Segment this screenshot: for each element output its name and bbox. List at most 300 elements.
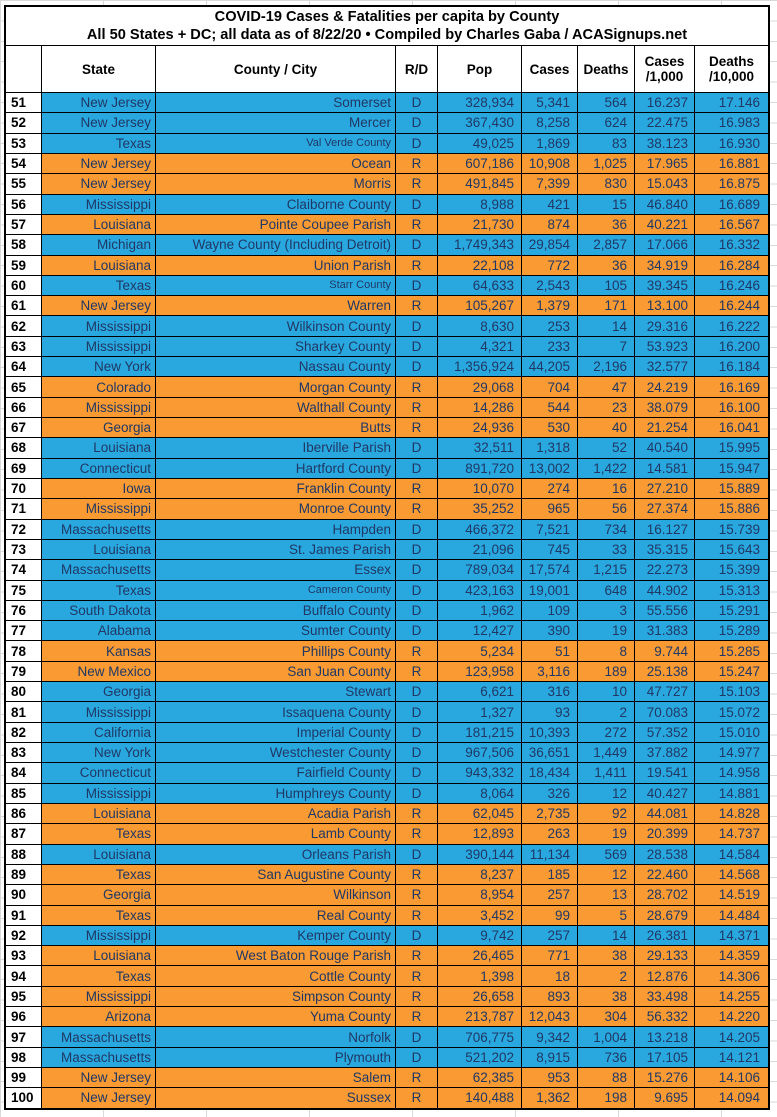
deaths-cell: 1,215 [578,560,635,579]
county-cell: Starr County [156,276,396,295]
party-cell: D [396,560,438,579]
cases-per-1000-cell: 55.556 [635,601,695,620]
rank-cell: 94 [6,966,42,985]
rank-cell: 65 [6,377,42,396]
state-cell: Texas [42,134,156,153]
deaths-cell: 1,422 [578,459,635,478]
cases-cell: 8,258 [522,113,578,132]
deaths-cell: 36 [578,215,635,234]
page-title: COVID-19 Cases & Fatalities per capita by County [214,9,560,25]
pop-cell: 6,621 [438,682,522,701]
deaths-cell: 569 [578,845,635,864]
party-cell: D [396,113,438,132]
county-cell: Real County [156,906,396,925]
state-cell: Georgia [42,885,156,904]
pop-cell: 24,936 [438,418,522,437]
cases-per-1000-cell: 15.276 [635,1068,695,1087]
table-row [6,601,768,621]
cases-per-1000-cell: 25.138 [635,662,695,681]
rank-cell: 73 [6,540,42,559]
cases-cell: 7,521 [522,520,578,539]
table-row [6,784,768,804]
pop-cell: 32,511 [438,438,522,457]
cases-per-1000-cell: 17.105 [635,1048,695,1067]
county-cell: Simpson County [156,987,396,1006]
header-rank [6,46,42,92]
cases-per-1000-cell: 53.923 [635,337,695,356]
pop-cell: 1,327 [438,702,522,721]
cases-cell: 18 [522,966,578,985]
county-cell: Nassau County [156,357,396,376]
state-cell: Connecticut [42,459,156,478]
party-cell: R [396,1088,438,1107]
cases-cell: 893 [522,987,578,1006]
table-row [6,560,768,580]
state-cell: Mississippi [42,702,156,721]
rank-cell: 74 [6,560,42,579]
county-cell: San Juan County [156,662,396,681]
county-cell: Union Parish [156,256,396,275]
rank-cell: 89 [6,865,42,884]
rank-cell: 92 [6,926,42,945]
cases-per-1000-cell: 26.381 [635,926,695,945]
cases-cell: 99 [522,906,578,925]
deaths-per-10000-cell: 14.881 [695,784,768,803]
county-cell: Val Verde County [156,134,396,153]
cases-cell: 772 [522,256,578,275]
county-cell: Walthall County [156,398,396,417]
party-cell: R [396,966,438,985]
state-cell: Mississippi [42,316,156,335]
cases-cell: 1,379 [522,296,578,315]
party-cell: D [396,682,438,701]
cases-per-1000-cell: 28.538 [635,845,695,864]
state-cell: Massachusetts [42,520,156,539]
header-pop: Pop [438,46,522,92]
deaths-per-10000-cell: 14.371 [695,926,768,945]
rank-cell: 66 [6,398,42,417]
party-cell: D [396,459,438,478]
rank-cell: 69 [6,459,42,478]
cases-per-1000-cell: 22.460 [635,865,695,884]
cases-cell: 5,341 [522,93,578,112]
cases-per-1000-cell: 27.374 [635,499,695,518]
deaths-per-10000-cell: 15.995 [695,438,768,457]
pop-cell: 607,186 [438,154,522,173]
pop-cell: 10,070 [438,479,522,498]
cases-cell: 263 [522,824,578,843]
table-row [6,438,768,458]
cases-per-1000-cell: 38.079 [635,398,695,417]
deaths-per-10000-cell: 16.875 [695,174,768,193]
cases-cell: 13,002 [522,459,578,478]
state-cell: Colorado [42,377,156,396]
cases-cell: 3,116 [522,662,578,681]
rank-cell: 56 [6,195,42,214]
table-body [6,93,768,1108]
rank-cell: 53 [6,134,42,153]
deaths-per-10000-cell: 16.100 [695,398,768,417]
county-cell: Cottle County [156,966,396,985]
table-row [6,276,768,296]
pop-cell: 5,234 [438,641,522,660]
county-cell: Plymouth [156,1048,396,1067]
cases-cell: 17,574 [522,560,578,579]
county-cell: Franklin County [156,479,396,498]
county-cell: Mercer [156,113,396,132]
deaths-per-10000-cell: 14.094 [695,1088,768,1107]
rank-cell: 81 [6,702,42,721]
deaths-cell: 5 [578,906,635,925]
rank-cell: 86 [6,804,42,823]
header-county-city: County / City [156,46,396,92]
cases-per-1000-cell: 33.498 [635,987,695,1006]
deaths-per-10000-cell: 16.689 [695,195,768,214]
pop-cell: 21,096 [438,540,522,559]
table-row [6,845,768,865]
table-row [6,1088,768,1107]
state-cell: New Jersey [42,93,156,112]
pop-cell: 3,452 [438,906,522,925]
table-row [6,804,768,824]
covid-county-table [4,5,770,1110]
deaths-per-10000-cell: 15.289 [695,621,768,640]
deaths-cell: 7 [578,337,635,356]
rank-cell: 59 [6,256,42,275]
header-cases-per-1000-line1: Cases [644,54,685,69]
rank-cell: 70 [6,479,42,498]
deaths-cell: 40 [578,418,635,437]
pop-cell: 22,108 [438,256,522,275]
cases-cell: 18,434 [522,763,578,782]
party-cell: D [396,926,438,945]
pop-cell: 8,954 [438,885,522,904]
table-row [6,174,768,194]
pop-cell: 12,427 [438,621,522,640]
rank-cell: 87 [6,824,42,843]
header-deaths-per-10000 [695,46,768,92]
party-cell: D [396,723,438,742]
deaths-per-10000-cell: 15.247 [695,662,768,681]
county-cell: Morgan County [156,377,396,396]
table-row [6,357,768,377]
party-cell: D [396,134,438,153]
deaths-cell: 52 [578,438,635,457]
deaths-cell: 38 [578,946,635,965]
cases-per-1000-cell: 29.316 [635,316,695,335]
cases-cell: 51 [522,641,578,660]
deaths-per-10000-cell: 16.184 [695,357,768,376]
deaths-cell: 198 [578,1088,635,1107]
party-cell: D [396,337,438,356]
deaths-per-10000-cell: 16.983 [695,113,768,132]
table-row [6,926,768,946]
deaths-per-10000-cell: 14.121 [695,1048,768,1067]
cases-cell: 257 [522,926,578,945]
table-row [6,195,768,215]
deaths-per-10000-cell: 16.930 [695,134,768,153]
party-cell: D [396,743,438,762]
cases-per-1000-cell: 56.332 [635,1007,695,1026]
county-cell: Sharkey County [156,337,396,356]
table-row [6,296,768,316]
deaths-per-10000-cell: 16.244 [695,296,768,315]
party-cell: D [396,1048,438,1067]
deaths-cell: 23 [578,398,635,417]
county-cell: Norfolk [156,1027,396,1046]
rank-cell: 79 [6,662,42,681]
party-cell: R [396,662,438,681]
table-row [6,459,768,479]
cases-per-1000-cell: 40.221 [635,215,695,234]
table-row [6,581,768,601]
deaths-per-10000-cell: 14.205 [695,1027,768,1046]
cases-cell: 274 [522,479,578,498]
state-cell: Massachusetts [42,1027,156,1046]
deaths-cell: 189 [578,662,635,681]
state-cell: South Dakota [42,601,156,620]
column-header-row [6,46,768,93]
cases-per-1000-cell: 21.254 [635,418,695,437]
cases-cell: 530 [522,418,578,437]
pop-cell: 789,034 [438,560,522,579]
county-cell: Hartford County [156,459,396,478]
pop-cell: 62,045 [438,804,522,823]
state-cell: New Jersey [42,174,156,193]
county-cell: Iberville Parish [156,438,396,457]
pop-cell: 1,398 [438,966,522,985]
state-cell: Georgia [42,682,156,701]
state-cell: Mississippi [42,398,156,417]
rank-cell: 97 [6,1027,42,1046]
table-row [6,377,768,397]
pop-cell: 967,506 [438,743,522,762]
deaths-per-10000-cell: 14.828 [695,804,768,823]
rank-cell: 71 [6,499,42,518]
deaths-cell: 1,411 [578,763,635,782]
party-cell: D [396,438,438,457]
pop-cell: 26,658 [438,987,522,1006]
deaths-cell: 13 [578,885,635,904]
party-cell: R [396,418,438,437]
cases-cell: 326 [522,784,578,803]
deaths-cell: 33 [578,540,635,559]
deaths-per-10000-cell: 14.359 [695,946,768,965]
party-cell: D [396,520,438,539]
table-row [6,702,768,722]
cases-per-1000-cell: 35.315 [635,540,695,559]
cases-per-1000-cell: 29.133 [635,946,695,965]
deaths-per-10000-cell: 14.977 [695,743,768,762]
party-cell: D [396,316,438,335]
pop-cell: 21,730 [438,215,522,234]
party-cell: R [396,256,438,275]
state-cell: Louisiana [42,438,156,457]
cases-cell: 44,205 [522,357,578,376]
pop-cell: 390,144 [438,845,522,864]
state-cell: New York [42,743,156,762]
cases-cell: 965 [522,499,578,518]
pop-cell: 181,215 [438,723,522,742]
table-row [6,1027,768,1047]
deaths-per-10000-cell: 14.519 [695,885,768,904]
deaths-cell: 105 [578,276,635,295]
state-cell: New Jersey [42,154,156,173]
state-cell: Iowa [42,479,156,498]
deaths-per-10000-cell: 16.041 [695,418,768,437]
table-row [6,540,768,560]
county-cell: Issaquena County [156,702,396,721]
rank-cell: 82 [6,723,42,742]
pop-cell: 29,068 [438,377,522,396]
table-row [6,987,768,1007]
rank-cell: 90 [6,885,42,904]
pop-cell: 9,742 [438,926,522,945]
state-cell: Massachusetts [42,560,156,579]
county-cell: Hampden [156,520,396,539]
cases-cell: 7,399 [522,174,578,193]
deaths-cell: 3 [578,601,635,620]
table-row [6,398,768,418]
party-cell: D [396,784,438,803]
cases-per-1000-cell: 70.083 [635,702,695,721]
pop-cell: 14,286 [438,398,522,417]
pop-cell: 706,775 [438,1027,522,1046]
deaths-cell: 2 [578,966,635,985]
party-cell: R [396,946,438,965]
rank-cell: 78 [6,641,42,660]
county-cell: Acadia Parish [156,804,396,823]
deaths-cell: 14 [578,316,635,335]
cases-per-1000-cell: 38.123 [635,134,695,153]
pop-cell: 12,893 [438,824,522,843]
cases-cell: 109 [522,601,578,620]
deaths-cell: 624 [578,113,635,132]
party-cell: R [396,804,438,823]
pop-cell: 8,630 [438,316,522,335]
cases-cell: 8,915 [522,1048,578,1067]
county-cell: Wayne County (Including Detroit) [156,235,396,254]
county-cell: Yuma County [156,1007,396,1026]
deaths-cell: 15 [578,195,635,214]
table-row [6,256,768,276]
state-cell: Connecticut [42,763,156,782]
county-cell: Morris [156,174,396,193]
header-deaths: Deaths [578,46,635,92]
county-cell: Butts [156,418,396,437]
county-cell: Kemper County [156,926,396,945]
deaths-cell: 648 [578,581,635,600]
rank-cell: 83 [6,743,42,762]
state-cell: New Jersey [42,1068,156,1087]
table-row [6,134,768,154]
header-cases: Cases [522,46,578,92]
rank-cell: 80 [6,682,42,701]
cases-per-1000-cell: 13.100 [635,296,695,315]
cases-cell: 12,043 [522,1007,578,1026]
county-cell: Sumter County [156,621,396,640]
cases-cell: 874 [522,215,578,234]
party-cell: R [396,906,438,925]
cases-per-1000-cell: 9.695 [635,1088,695,1107]
table-row [6,763,768,783]
pop-cell: 1,749,343 [438,235,522,254]
page-subtitle: All 50 States + DC; all data as of 8/22/20 • Compiled by Charles Gaba / ACASignups.net [86,27,688,43]
party-cell: R [396,885,438,904]
party-cell: D [396,702,438,721]
party-cell: D [396,845,438,864]
deaths-per-10000-cell: 16.567 [695,215,768,234]
pop-cell: 367,430 [438,113,522,132]
cases-cell: 257 [522,885,578,904]
rank-cell: 57 [6,215,42,234]
party-cell: D [396,1027,438,1046]
deaths-cell: 56 [578,499,635,518]
pop-cell: 49,025 [438,134,522,153]
pop-cell: 123,958 [438,662,522,681]
header-deaths-per-10000-line2: /10,000 [708,69,755,84]
table-row [6,235,768,255]
deaths-per-10000-cell: 15.072 [695,702,768,721]
state-cell: New Jersey [42,113,156,132]
county-cell: Wilkinson County [156,316,396,335]
table-row [6,93,768,113]
rank-cell: 62 [6,316,42,335]
state-cell: Louisiana [42,845,156,864]
party-cell: R [396,479,438,498]
cases-cell: 10,393 [522,723,578,742]
rank-cell: 60 [6,276,42,295]
cases-per-1000-cell: 47.727 [635,682,695,701]
party-cell: D [396,276,438,295]
pop-cell: 8,237 [438,865,522,884]
cases-cell: 1,318 [522,438,578,457]
cases-cell: 9,342 [522,1027,578,1046]
deaths-cell: 19 [578,621,635,640]
deaths-cell: 1,025 [578,154,635,173]
deaths-cell: 2 [578,702,635,721]
cases-cell: 29,854 [522,235,578,254]
party-cell: D [396,621,438,640]
deaths-cell: 736 [578,1048,635,1067]
cases-cell: 36,651 [522,743,578,762]
cases-per-1000-cell: 22.475 [635,113,695,132]
state-cell: Arizona [42,1007,156,1026]
table-row [6,154,768,174]
party-cell: D [396,195,438,214]
table-row [6,885,768,905]
deaths-per-10000-cell: 15.291 [695,601,768,620]
rank-cell: 96 [6,1007,42,1026]
party-cell: D [396,235,438,254]
state-cell: Georgia [42,418,156,437]
deaths-per-10000-cell: 15.886 [695,499,768,518]
county-cell: Wilkinson [156,885,396,904]
deaths-per-10000-cell: 14.584 [695,845,768,864]
deaths-per-10000-cell: 15.643 [695,540,768,559]
county-cell: Phillips County [156,641,396,660]
cases-cell: 10,908 [522,154,578,173]
cases-per-1000-cell: 28.702 [635,885,695,904]
deaths-per-10000-cell: 15.313 [695,581,768,600]
state-cell: Kansas [42,641,156,660]
cases-per-1000-cell: 17.965 [635,154,695,173]
cases-per-1000-cell: 14.581 [635,459,695,478]
pop-cell: 328,934 [438,93,522,112]
cases-per-1000-cell: 24.219 [635,377,695,396]
rank-cell: 76 [6,601,42,620]
cases-cell: 745 [522,540,578,559]
